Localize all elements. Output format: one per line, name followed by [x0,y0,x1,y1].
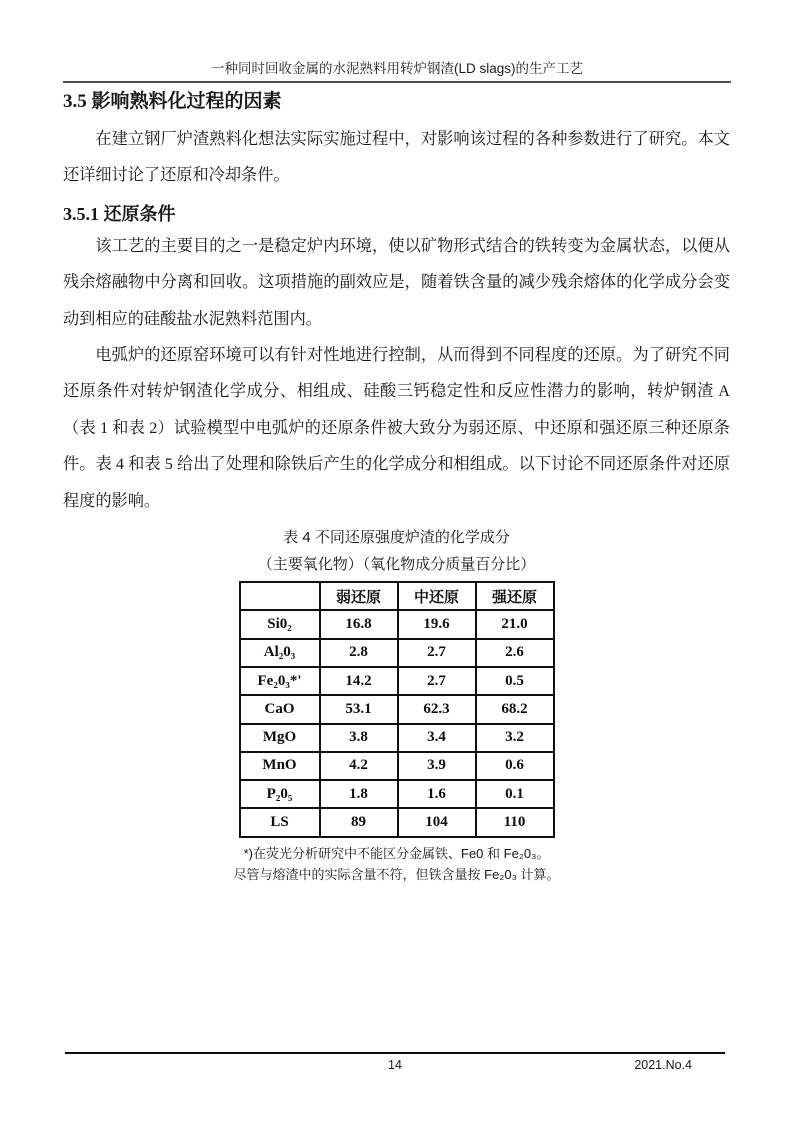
running-header [63,0,731,83]
page-footer [65,1052,725,1072]
table-4 [239,581,555,838]
row-label: Fe₂0₃*' [240,667,320,695]
table-4-title: 表 4 不同还原强度炉渣的化学成分 [283,529,510,547]
row-label: CaO [240,695,320,723]
row-label: MgO [240,724,320,752]
table-cell: 3.4 [398,724,476,752]
table-footnotes [63,843,730,886]
table-row [240,780,554,808]
table-cell: 16.8 [320,610,398,638]
table-cell: 3.9 [398,752,476,780]
table-cell: 0.1 [476,780,554,808]
row-label: Si0₂ [240,610,320,638]
table-cell: 2.6 [476,639,554,667]
table-cell: 3.8 [320,724,398,752]
row-label: Al₂0₃ [240,639,320,667]
row-label: LS [240,808,320,836]
table-cell: 4.2 [320,752,398,780]
table-header-strong-reduction: 强还原 [476,582,554,610]
table-row [240,695,554,723]
table-row [240,639,554,667]
paragraph-2: 该工艺的主要目的之一是稳定炉内环境，使以矿物形式结合的铁转变为金属状态，以便从残余熔融物中分离和回收。这项措施的副效应是，随着铁含量的减少残余熔体的化学成分会变动到相应的硅酸盐水泥熟料范围内。 [63,236,730,328]
table-cell: 21.0 [476,610,554,638]
table-cell: 89 [320,808,398,836]
table-cell: 2.7 [398,667,476,695]
table-header-medium-reduction: 中还原 [398,582,476,610]
table-header-empty-cell [240,582,320,610]
running-title: 一种同时回收金属的水泥熟料用转炉钢渣(LD slags)的生产工艺 [210,61,583,76]
table-cell: 2.8 [320,639,398,667]
row-label: P₂0₅ [240,780,320,808]
table-cell: 110 [476,808,554,836]
paragraph-3: 电弧炉的还原窑环境可以有针对性地进行控制，从而得到不同程度的还原。为了研究不同还原条件对转炉钢渣化学成分、相组成、硅酸三钙稳定性和反应性潜力的影响，转炉钢渣 A（表 1 和表 2）试验模型中电弧炉的还原条件被大致分为弱还原、中还原和强还原三种还原条件。表 4 和表 5 给出了处理和除铁后产生的化学成分和相组成。以下讨论不同还原条件对还原程度的影响。 [63,346,730,510]
table-header-weak-reduction: 弱还原 [320,582,398,610]
table-cell: 14.2 [320,667,398,695]
section-heading-3-5-1: 3.5.1 还原条件 [63,203,176,224]
table-header-row [240,582,554,610]
page-content [0,89,793,886]
table-row [240,808,554,836]
table-cell: 53.1 [320,695,398,723]
row-label: MnO [240,752,320,780]
footnote-line-1: *)在荧光分析研究中不能区分金属铁、Fe0 和 Fe₂0₃。 [243,845,550,861]
table-cell: 104 [398,808,476,836]
table-4-subtitle: （主要氧化物）（氧化物成分质量百分比） [257,556,536,574]
table-cell: 19.6 [398,610,476,638]
table-row [240,610,554,638]
footer-texts [65,1054,725,1072]
table-cell: 1.8 [320,780,398,808]
table-cell: 1.6 [398,780,476,808]
table-row [240,724,554,752]
table-cell: 68.2 [476,695,554,723]
section-heading-3-5: 3.5 影响熟料化过程的因素 [63,91,282,112]
table-cell: 62.3 [398,695,476,723]
table-row [240,667,554,695]
table-row [240,752,554,780]
table-cell: 0.6 [476,752,554,780]
table-cell: 2.7 [398,639,476,667]
table-cell: 0.5 [476,667,554,695]
page-number: 14 [388,1058,402,1072]
table-cell: 3.2 [476,724,554,752]
issue-label: 2021.No.4 [634,1058,692,1072]
paragraph-1: 在建立钢厂炉渣熟料化想法实际实施过程中，对影响该过程的各种参数进行了研究。本文还详细讨论了还原和冷却条件。 [63,130,730,185]
footnote-line-2: 尽管与熔渣中的实际含量不符，但铁含量按 Fe₂0₃ 计算。 [233,867,560,883]
